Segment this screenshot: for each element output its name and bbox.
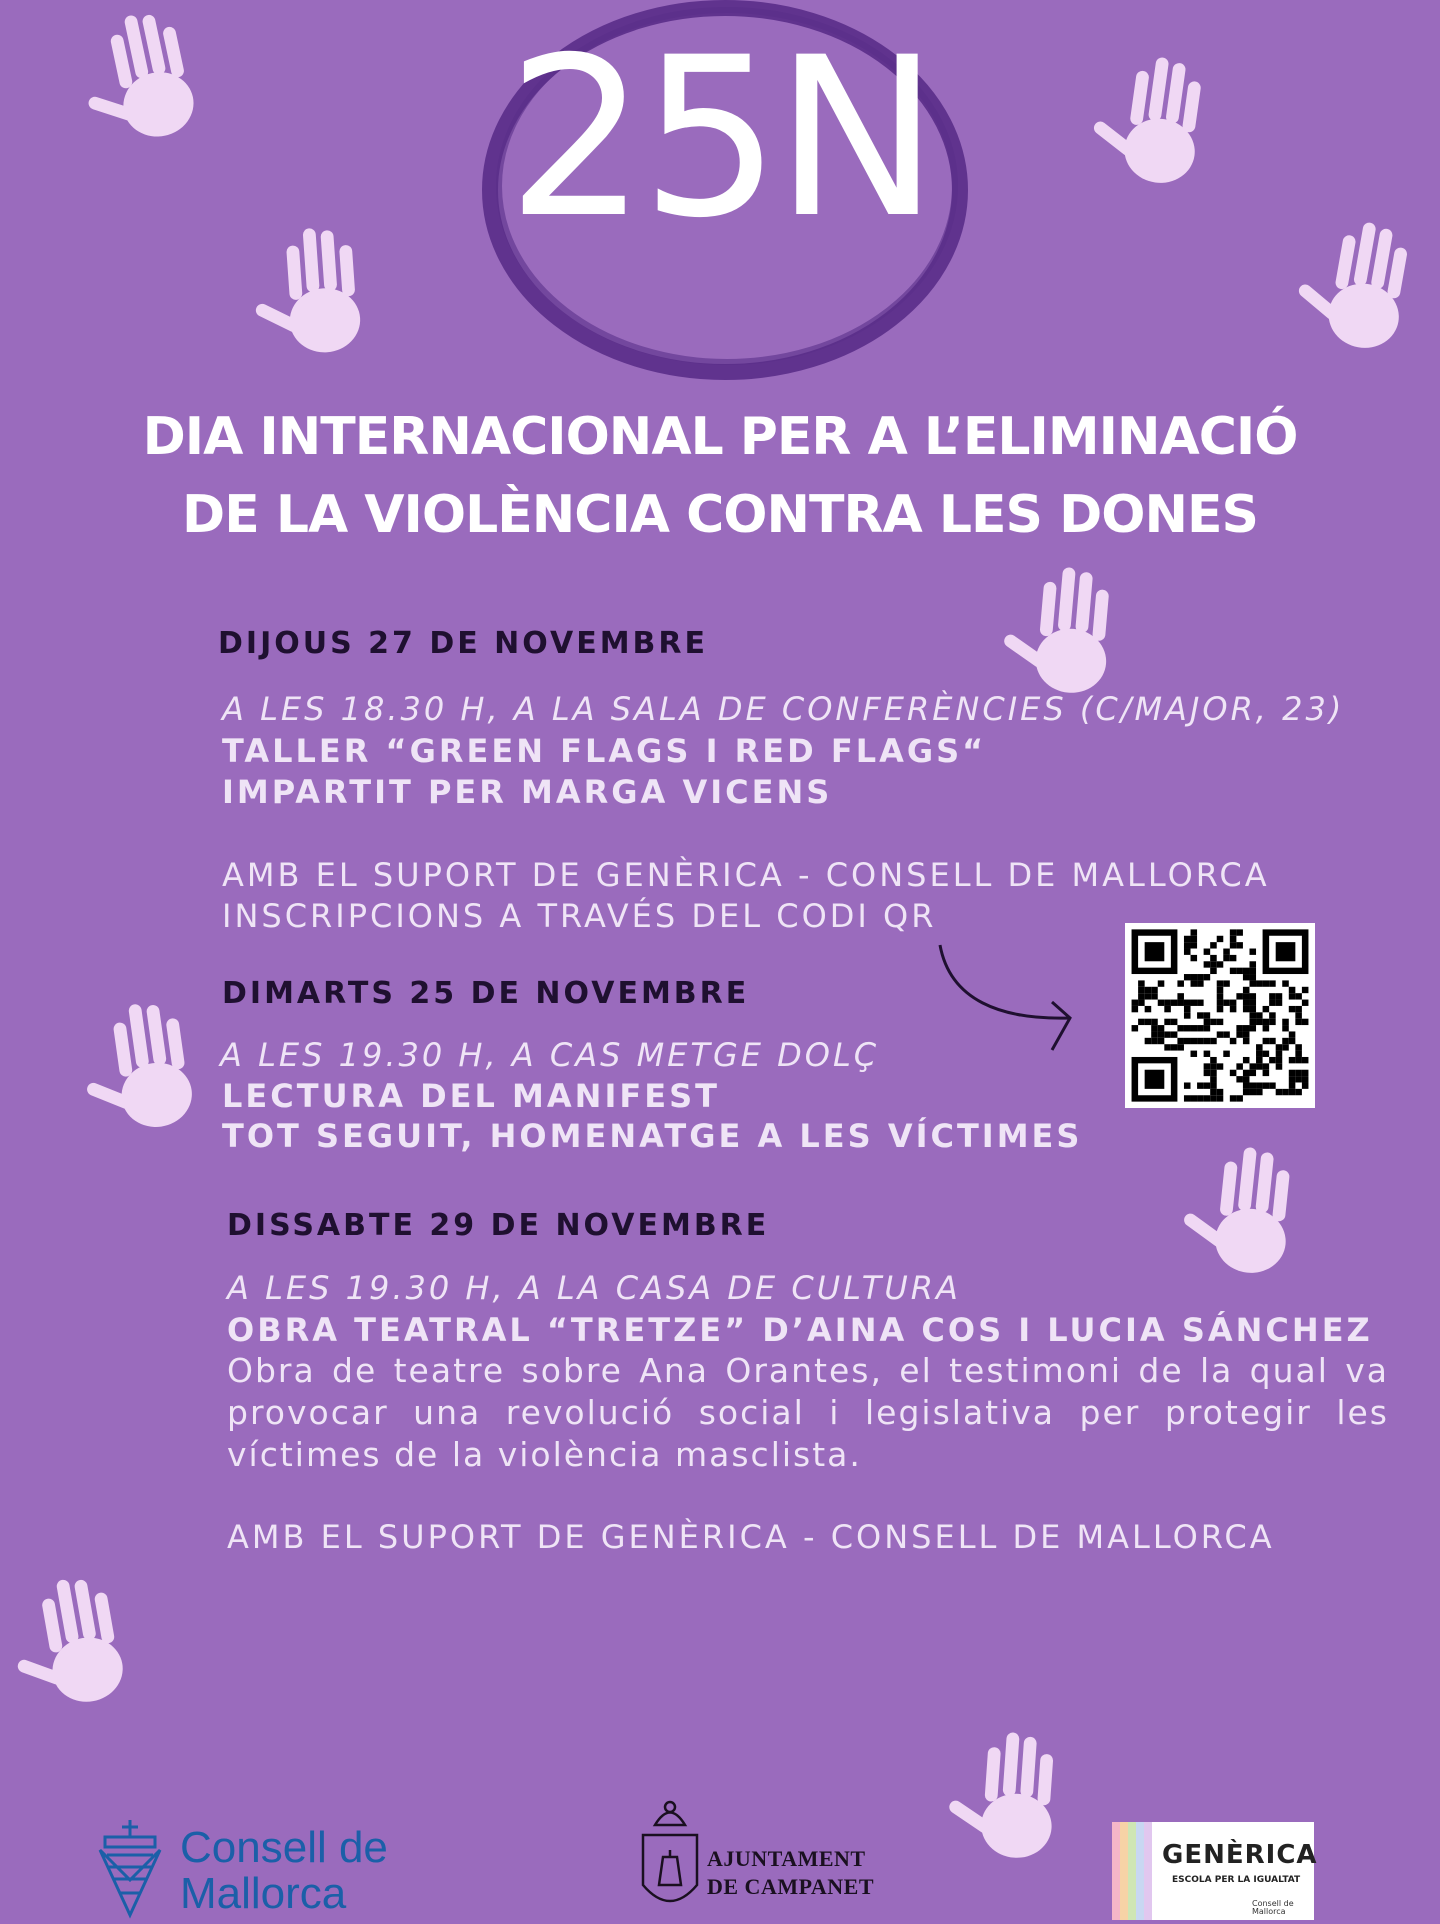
event-title: OBRA TEATRAL “TRETZE” D’AINA COS I LUCIA SÁNCHEZ xyxy=(227,1311,1373,1349)
hand-print-icon xyxy=(1162,1127,1338,1303)
title-line-1: DIA INTERNACIONAL PER A L’ELIMINACIÓ xyxy=(142,407,1298,467)
qr-code-icon[interactable] xyxy=(1125,923,1315,1108)
consell-de-mallorca-logo xyxy=(95,1815,395,1920)
event-title: TALLER “GREEN FLAGS I RED FLAGS“ xyxy=(222,732,987,770)
consell-emblem-icon xyxy=(95,1815,165,1920)
generica-logo xyxy=(1112,1822,1318,1920)
event-date: DIMARTS 25 DE NOVEMBRE xyxy=(222,976,750,1011)
consell-logo-text xyxy=(180,1825,388,1917)
hand-print-icon xyxy=(0,1552,173,1737)
event-date: DIJOUS 27 DE NOVEMBRE xyxy=(218,626,709,661)
event-time-place: A LES 18.30 H, A LA SALA DE CONFERÈNCIES (C/MAJOR, 23) xyxy=(222,690,1345,728)
page-title xyxy=(0,398,1440,554)
title-line-2: DE LA VIOLÈNCIA CONTRA LES DONES xyxy=(182,485,1258,545)
event-time-place: A LES 19.30 H, A CAS METGE DOLÇ xyxy=(220,1036,880,1074)
campanet-line-2: DE CAMPANET xyxy=(707,1874,875,1899)
event-date: DISSABTE 29 DE NOVEMBRE xyxy=(227,1208,770,1243)
hand-print-icon xyxy=(60,980,241,1161)
event-title: TOT SEGUIT, HOMENATGE A LES VÍCTIMES xyxy=(222,1117,1083,1155)
consell-line-1: Consell de xyxy=(180,1823,388,1872)
event-support: AMB EL SUPORT DE GENÈRICA - CONSELL DE MALLORCA xyxy=(227,1518,1275,1556)
campanet-shield-icon xyxy=(635,1795,705,1920)
campanet-logo-text xyxy=(707,1845,874,1901)
campanet-line-1: AJUNTAMENT xyxy=(707,1846,866,1871)
hand-print-icon xyxy=(930,1715,1101,1886)
event-title: IMPARTIT PER MARGA VICENS xyxy=(222,773,833,811)
event-support: AMB EL SUPORT DE GENÈRICA - CONSELL DE MALLORCA xyxy=(222,856,1270,894)
event-title: LECTURA DEL MANIFEST xyxy=(222,1077,720,1115)
headline-25n: 25N xyxy=(506,10,934,266)
event-description: Obra de teatre sobre Ana Orantes, el testimoni de la qual va provocar una revolució social i legislativa per protegir les víctimes de la violència masclista. xyxy=(227,1351,1389,1474)
ajuntament-campanet-logo xyxy=(635,1795,875,1920)
generica-subtitle: ESCOLA PER LA IGUALTAT xyxy=(1172,1875,1301,1885)
event-registration: INSCRIPCIONS A TRAVÉS DEL CODI QR xyxy=(222,897,937,935)
generica-consell-text: Consell de Mallorca xyxy=(1252,1899,1294,1916)
generica-name: GENÈRICA xyxy=(1162,1840,1318,1870)
generica-stripes-icon xyxy=(1112,1822,1152,1920)
event-time-place: A LES 19.30 H, A LA CASA DE CULTURA xyxy=(227,1269,961,1307)
curved-arrow-icon xyxy=(930,940,1080,1060)
consell-line-2: Mallorca xyxy=(180,1869,347,1918)
